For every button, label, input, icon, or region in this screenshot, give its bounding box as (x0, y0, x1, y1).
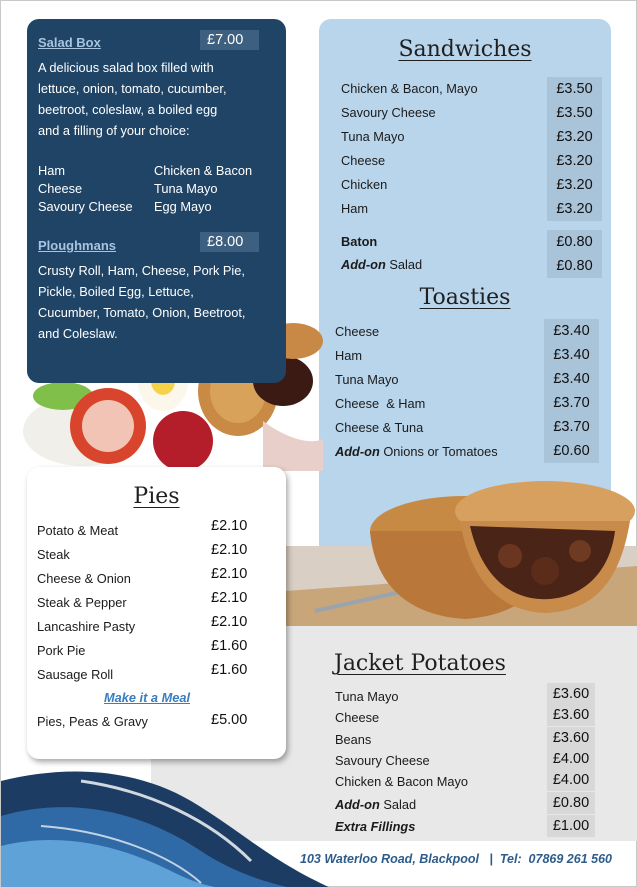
sandwich-item-price: £3.20 (547, 149, 602, 173)
salad-box-description (38, 57, 278, 141)
extra-fillings-price: £1.00 (547, 815, 595, 837)
addon-label: Salad (385, 257, 423, 272)
sandwich-item-name: Chicken (341, 177, 388, 192)
ploughmans-title: Ploughmans (38, 238, 117, 253)
jacket-item-price: £4.00 (547, 748, 595, 770)
pie-photo (285, 471, 637, 626)
jacket-item-price: £4.00 (547, 769, 595, 791)
description-line: and Coleslaw. (38, 326, 118, 341)
toastie-item-name: Cheese & Tuna (335, 420, 424, 435)
fillings-left-column (38, 162, 133, 216)
description-line: beetroot, coleslaw, a boiled egg (38, 102, 218, 117)
description-line: Pickle, Boiled Egg, Lettuce, (38, 284, 194, 299)
filling-item: Egg Mayo (154, 199, 212, 214)
addon-prefix: Add-on (335, 444, 380, 459)
toastie-item-name: Tuna Mayo (335, 372, 399, 387)
toastie-addon (335, 444, 498, 459)
baton-price: £0.80 (547, 230, 602, 254)
sandwich-item-name: Tuna Mayo (341, 129, 405, 144)
pie-item-price: £2.10 (211, 590, 248, 606)
toastie-item-price: £3.40 (544, 319, 599, 343)
pie-item-name: Lancashire Pasty (37, 619, 136, 634)
addon-label: Salad (379, 797, 417, 812)
salad-box-title: Salad Box (38, 35, 101, 50)
jacket-item-name: Savoury Cheese (335, 753, 430, 768)
pie-item-name: Potato & Meat (37, 523, 119, 538)
sandwich-item-price: £3.20 (547, 125, 602, 149)
toastie-item-price: £3.40 (544, 367, 599, 391)
jacket-item-price: £3.60 (547, 727, 595, 749)
pie-item-price: £1.60 (211, 638, 248, 654)
sandwich-item-name: Savoury Cheese (341, 105, 436, 120)
sandwich-item-price: £3.20 (547, 173, 602, 197)
jacket-item-price: £3.60 (547, 683, 595, 705)
jacket-item-name: Chicken & Bacon Mayo (335, 774, 469, 789)
pie-item-price: £2.10 (211, 518, 248, 534)
toastie-item-name: Cheese (335, 324, 380, 339)
toasties-title: Toasties (419, 285, 511, 310)
description-line: Crusty Roll, Ham, Cheese, Pork Pie, (38, 263, 245, 278)
toastie-item-price: £3.70 (544, 415, 599, 439)
jacket-item-price: £3.60 (547, 704, 595, 726)
extra-fillings-label: Extra Fillings (335, 819, 416, 834)
description-line: A delicious salad box filled with (38, 60, 214, 75)
footer-contact: 103 Waterloo Road, Blackpool | Tel: 07869 261 560 (300, 852, 612, 866)
sandwich-item-name: Ham (341, 201, 369, 216)
jacket-item-name: Tuna Mayo (335, 689, 399, 704)
toastie-item-price: £3.70 (544, 391, 599, 415)
meal-item-price: £5.00 (211, 712, 248, 728)
description-line: lettuce, onion, tomato, cucumber, (38, 81, 227, 96)
pie-item-name: Steak (37, 547, 70, 562)
pie-item-price: £1.60 (211, 662, 248, 678)
pie-item-name: Sausage Roll (37, 667, 114, 682)
pies-title: Pies (133, 484, 180, 509)
ploughmans-price: £8.00 (200, 232, 259, 252)
toastie-item-name: Ham (335, 348, 363, 363)
filling-item: Chicken & Bacon (154, 163, 253, 178)
filling-item: Tuna Mayo (154, 181, 218, 196)
toastie-item-price: £3.40 (544, 343, 599, 367)
toastie-addon-price: £0.60 (544, 439, 599, 463)
pie-item-name: Pork Pie (37, 643, 86, 658)
addon-prefix: Add-on (341, 257, 386, 272)
jacket-item-name: Cheese (335, 710, 380, 725)
sandwich-item-price: £3.50 (547, 101, 602, 125)
meal-item-name: Pies, Peas & Gravy (37, 714, 148, 729)
jacket-addon-price: £0.80 (547, 792, 595, 814)
sandwich-item-name: Cheese (341, 153, 386, 168)
sandwich-item-price: £3.20 (547, 197, 602, 221)
pie-item-name: Steak & Pepper (37, 595, 127, 610)
toastie-item-name: Cheese & Ham (335, 396, 426, 411)
baton-label: Baton (341, 234, 378, 249)
filling-item: Cheese (38, 181, 83, 196)
pie-item-name: Cheese & Onion (37, 571, 131, 586)
jacket-potatoes-title: Jacket Potatoes (334, 651, 506, 676)
make-it-a-meal-link[interactable]: Make it a Meal (103, 690, 191, 705)
sandwich-addon-price: £0.80 (547, 254, 602, 278)
sandwich-item-price: £3.50 (547, 77, 602, 101)
description-line: and a filling of your choice: (38, 123, 190, 138)
addon-label: Onions or Tomatoes (379, 444, 498, 459)
jacket-item-name: Beans (335, 732, 372, 747)
pie-item-price: £2.10 (211, 614, 248, 630)
sandwich-item-name: Chicken & Bacon, Mayo (341, 81, 478, 96)
sandwiches-title: Sandwiches (398, 37, 532, 62)
pie-item-price: £2.10 (211, 542, 248, 558)
jacket-addon (335, 797, 416, 812)
description-line: Cucumber, Tomato, Onion, Beetroot, (38, 305, 246, 320)
addon-prefix: Add-on (335, 797, 380, 812)
filling-item: Ham (38, 163, 66, 178)
filling-item: Savoury Cheese (38, 199, 133, 214)
fillings-right-column (154, 162, 252, 216)
sandwich-addon (341, 257, 422, 272)
pie-item-price: £2.10 (211, 566, 248, 582)
salad-box-price: £7.00 (200, 30, 259, 50)
ploughmans-description (38, 260, 278, 344)
